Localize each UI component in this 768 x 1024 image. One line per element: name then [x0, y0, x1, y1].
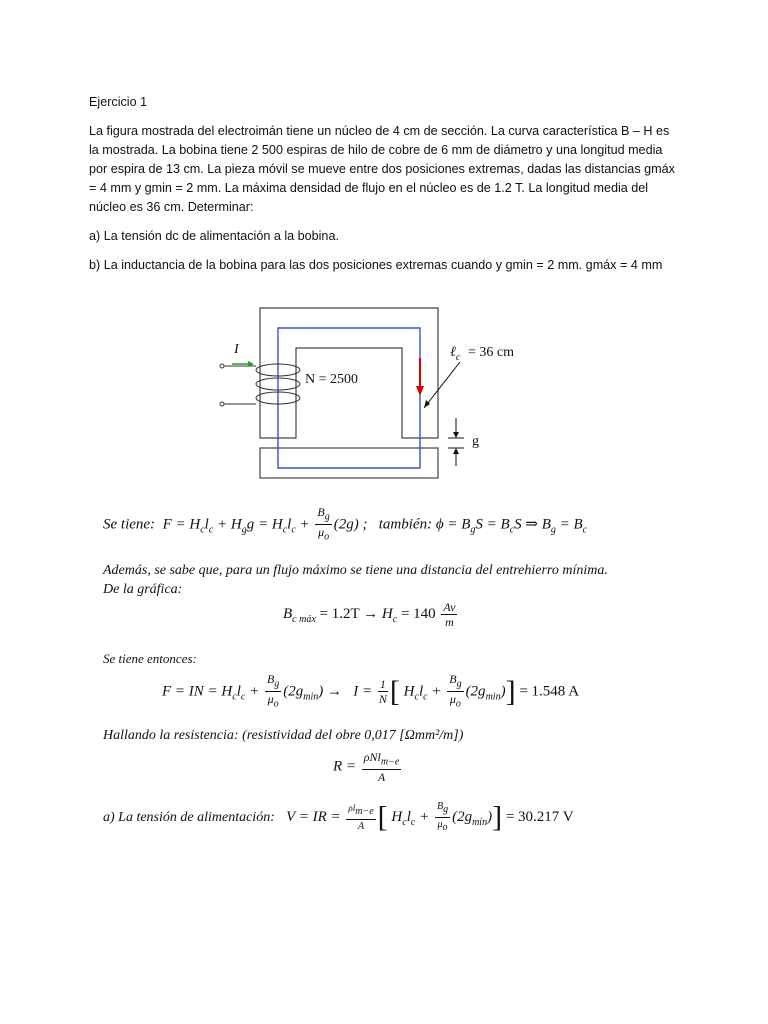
note-graph: De la gráfica:	[103, 582, 183, 597]
equation-mmf: Se tiene: $F = H_cl_c + H_gg = H_cl_c$ + $\frac{B_g}{\mu_o}$ (2g) ; también: $\phi = B_gS = B_cS$ ⇒ $B_g = B_c$	[103, 505, 588, 543]
equation-resistance: R = $\frac{\rho Nl_{m-e}}{A}$	[333, 750, 400, 785]
equation-bc-hc: $B_{c máx} = 1.2T \to H_c = 140$ $\frac{Av}{m}$	[283, 600, 456, 629]
hc-value: = 140	[400, 605, 436, 622]
length-symbol: ℓ$_c$	[450, 345, 461, 363]
gap-label: g	[472, 434, 479, 449]
line1-mid: también:	[378, 516, 433, 533]
question-b: b) La inductancia de la bobina para las dos posiciones extremas cuando y gmin = 2 mm. gmáx = 4 mm	[89, 258, 663, 272]
line6-label: a) La tensión de alimentación:	[103, 809, 275, 825]
exercise-title: Ejercicio 1	[89, 95, 148, 109]
question-a: a) La tensión dc de alimentación a la bobina.	[89, 229, 339, 243]
length-label: = 36 cm	[468, 345, 514, 360]
bc-value: = 1.2T →	[319, 605, 379, 622]
note-then: Se tiene entonces:	[103, 651, 197, 666]
problem-statement: La figura mostrada del electroimán tiene un núcleo de 4 cm de sección. La curva característica B – H es la mostrada. La bobina tiene 2 500 espiras de hilo de cobre de 6 mm de diámetro y una longitud media por espira de 13 cm. La pieza móvil se mueve entre dos posiciones extremas, dadas las distancias gmáx = 4 mm y gmin = 2 mm. La máxima densidad de flujo en el núcleo es de 1.2 T. La longitud media del núcleo es 36 cm. Determinar:	[89, 124, 675, 214]
electromagnet-figure	[210, 300, 540, 490]
line1-prefix: Se tiene:	[103, 516, 156, 533]
equation-voltage: a) La tensión de alimentación: V = IR = $\frac{\rho l_{m-e}}{A}$ [ $H_cl_c$ + $\frac{B_g}{\mu_o}$ $(2g_{min})] = 30.217$ V	[103, 800, 574, 834]
turns-label: N = 2500	[305, 372, 359, 387]
voltage-result: = 30.217 V	[505, 808, 574, 825]
current-result: = 1.548 A	[519, 683, 580, 700]
current-label: I	[234, 342, 239, 357]
armature	[260, 448, 438, 478]
equation-current: F = IN = $H_cl_c$ + $\frac{B_g}{\mu_o}$ $(2g_{min}) \to I$ = $\frac{1}{N}$ [ $H_cl_c$ + $\frac{B_g}{\mu_o}$ $(2g_{min})] = 1.548$ A	[162, 672, 580, 710]
flux-path	[278, 328, 420, 468]
note-flux: Además, se sabe que, para un flujo máximo se tiene una distancia del entrehierro mínima.	[103, 563, 608, 578]
note-resistance: Hallando la resistencia: (resistividad del obre 0,017 [Ωmm²/m])	[103, 728, 464, 743]
